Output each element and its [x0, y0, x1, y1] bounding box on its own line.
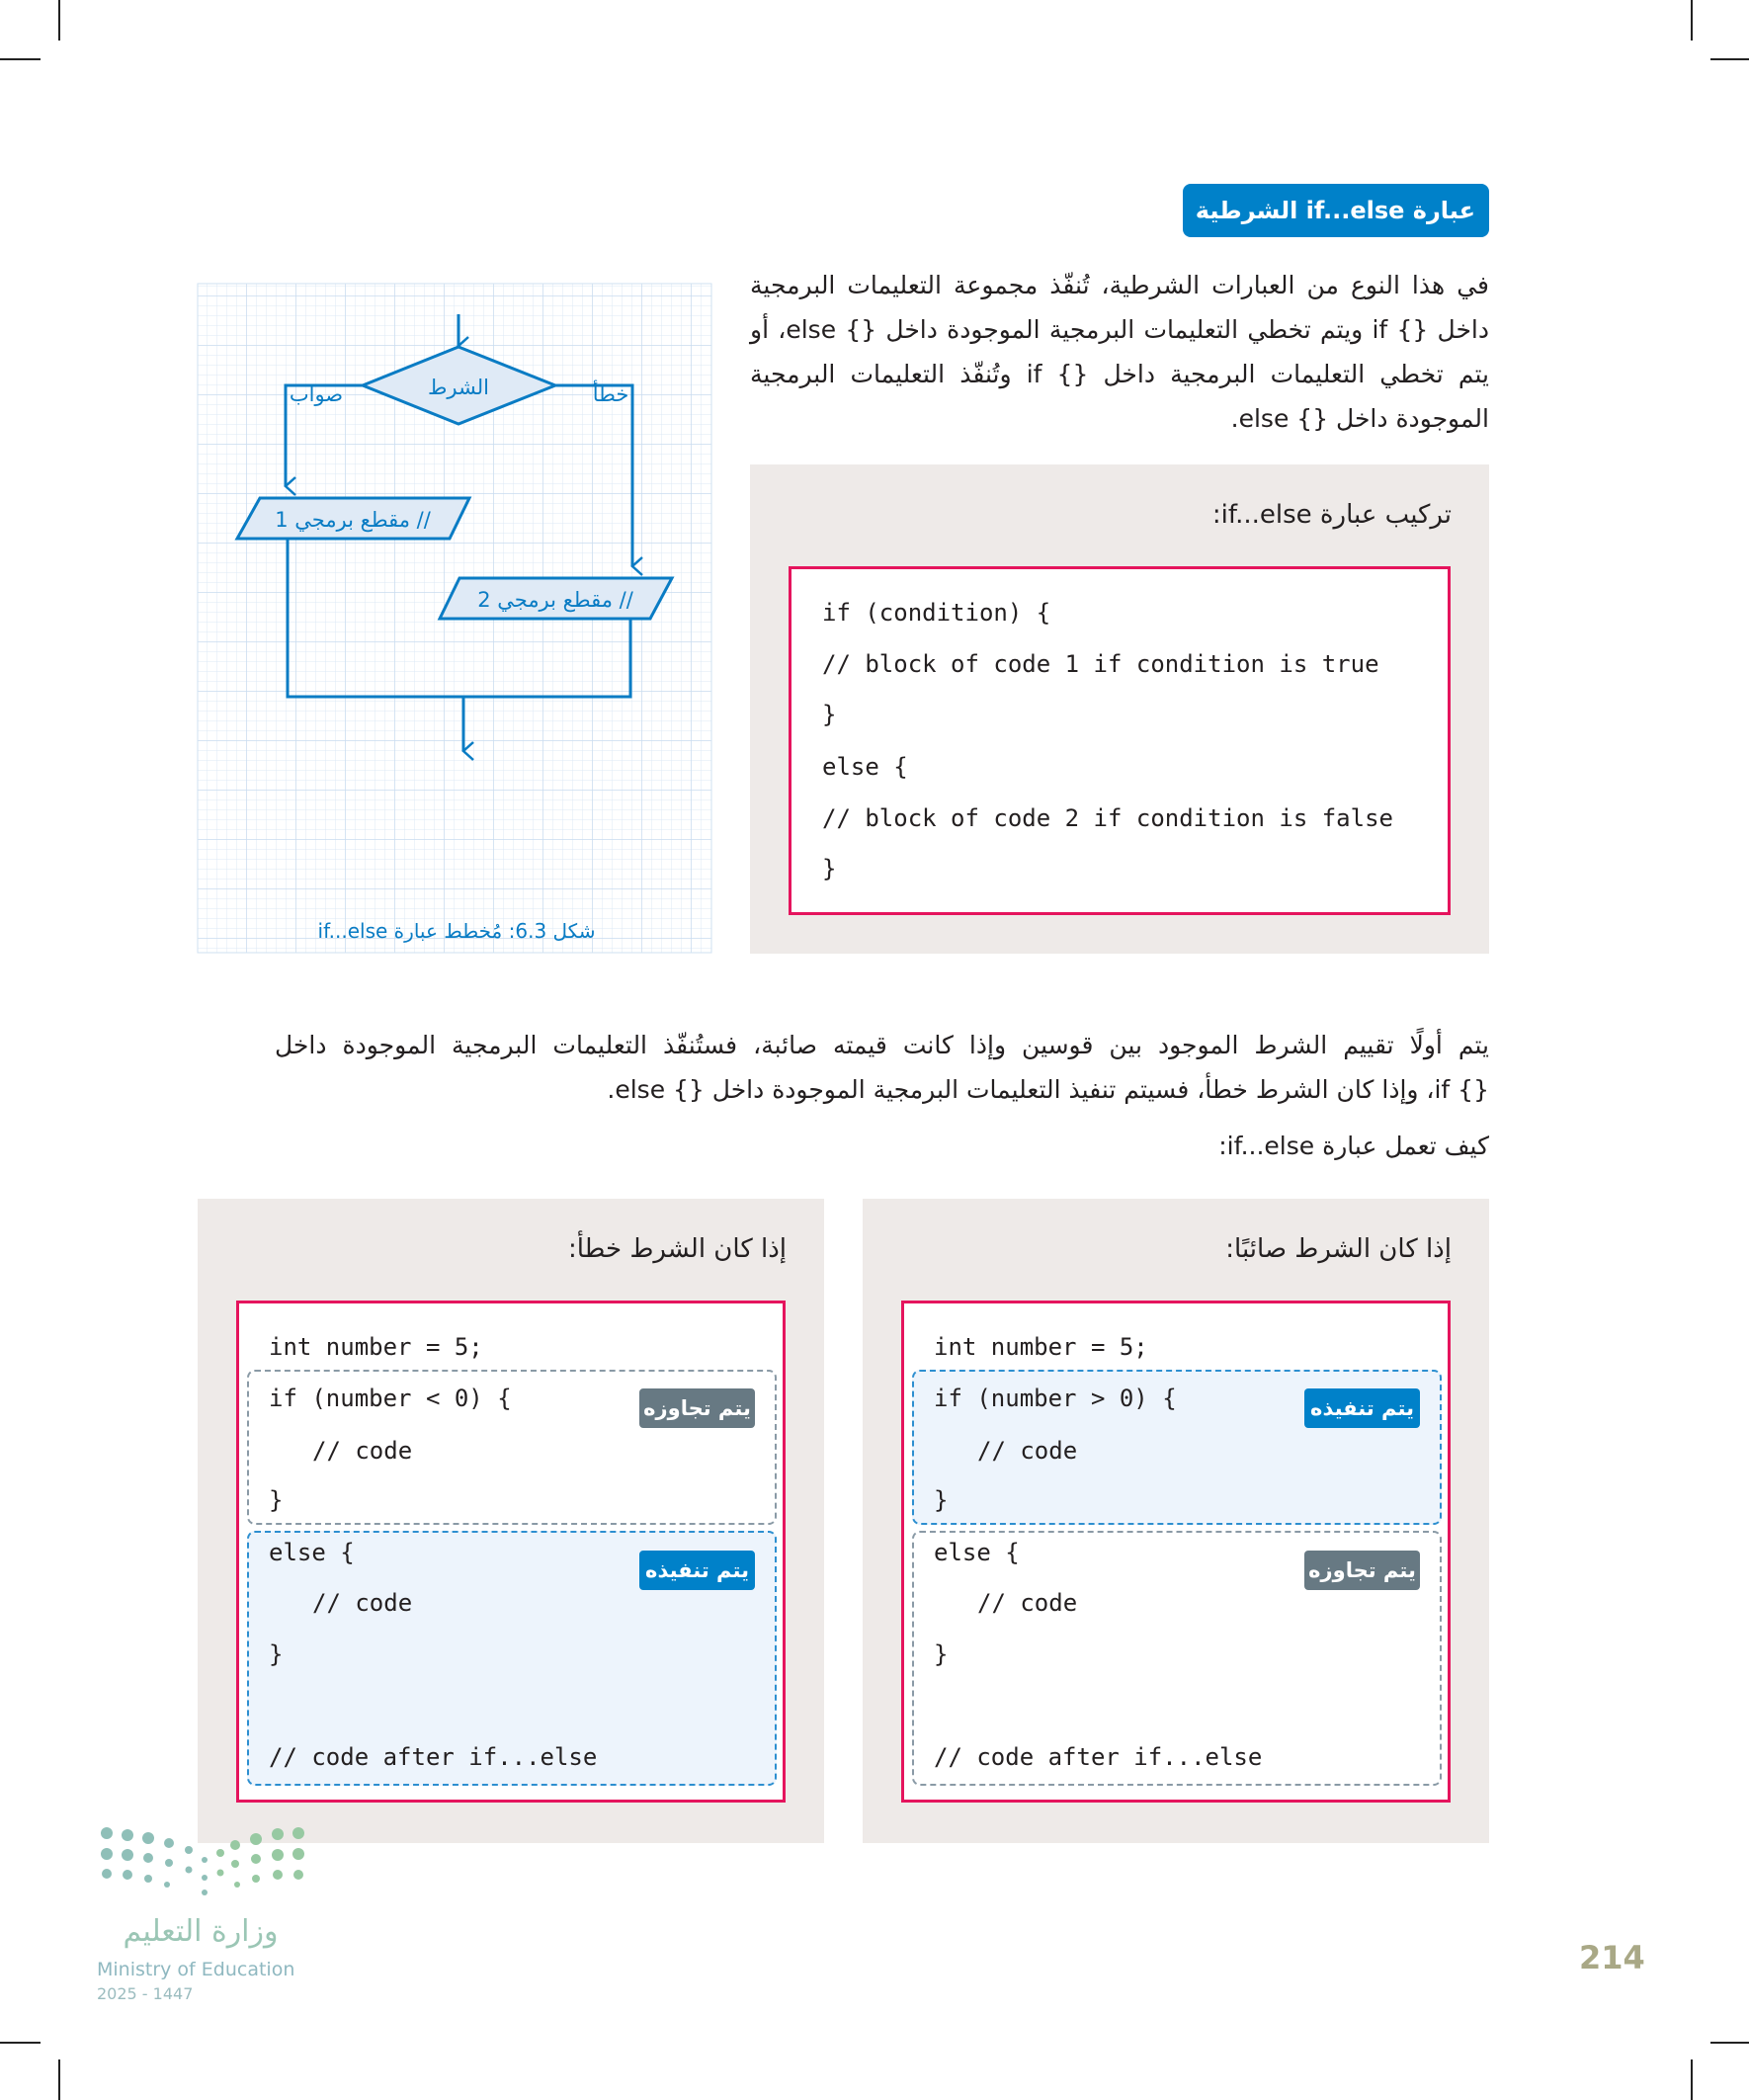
code-line: }	[934, 1640, 949, 1668]
code-line: // code	[977, 1437, 1078, 1465]
skipped-badge: يتم تجاوزه	[639, 1388, 755, 1428]
crop-mark	[0, 2042, 41, 2044]
condition-label: الشرط	[428, 376, 489, 399]
intro-line: الموجودة داخل {} else.	[1230, 404, 1489, 433]
code-line: }	[822, 701, 837, 728]
executed-badge: يتم تنفيذه	[1304, 1388, 1420, 1428]
crop-mark	[58, 2059, 60, 2100]
code-line: // code after if...else	[934, 1743, 1263, 1771]
executed-badge: يتم تنفيذه	[639, 1551, 755, 1590]
ministry-logo	[95, 1823, 312, 2011]
code-line: else {	[934, 1539, 1020, 1566]
code-line: if (number < 0) {	[269, 1385, 512, 1412]
true-label: صواب	[289, 382, 344, 406]
code-line: else {	[269, 1539, 355, 1566]
skipped-badge: يتم تجاوزه	[1304, 1551, 1420, 1590]
code-line: // block of code 2 if condition is false	[822, 804, 1393, 832]
logo-dots-icon	[95, 1823, 312, 1902]
figure-caption: شكل 6.3: مُخطط عبارة if...else	[317, 919, 596, 943]
how-heading: كيف تعمل عبارة if...else:	[1218, 1132, 1489, 1160]
true-case-code-box	[901, 1301, 1451, 1803]
true-case-panel	[863, 1199, 1489, 1843]
code-line: int number = 5;	[269, 1333, 483, 1361]
code-line: // code	[977, 1589, 1078, 1617]
block1-label: // مقطع برمجي 1	[275, 508, 431, 532]
false-label: خطأ	[592, 382, 629, 406]
code-line: }	[269, 1640, 284, 1668]
code-line: int number = 5;	[934, 1333, 1148, 1361]
logo-english: Ministry of Education	[97, 1959, 295, 1980]
crop-mark	[1710, 2042, 1749, 2044]
code-line: // code	[312, 1589, 413, 1617]
intro-line: داخل {} if ويتم تخطي التعليمات البرمجية الموجودة داخل {} else، أو	[750, 315, 1490, 344]
section-title: عبارة if...else الشرطية	[1183, 184, 1489, 237]
intro-line: يتم تخطي التعليمات البرمجية داخل {} if وتُنفّذ التعليمات البرمجية	[750, 360, 1489, 388]
page-number: 214	[1579, 1939, 1645, 1976]
logo-year: 2025 - 1447	[97, 1984, 194, 2003]
block2-label: // مقطع برمجي 2	[477, 588, 633, 612]
code-line: if (condition) {	[822, 599, 1051, 627]
false-case-heading: إذا كان الشرط خطأ:	[567, 1234, 787, 1264]
crop-mark	[1691, 2059, 1693, 2100]
code-line: }	[822, 855, 837, 882]
code-line: // block of code 1 if condition is true	[822, 650, 1379, 678]
false-case-code-box	[236, 1301, 786, 1803]
code-line: if (number > 0) {	[934, 1385, 1177, 1412]
code-line: }	[934, 1486, 949, 1514]
true-case-heading: إذا كان الشرط صائبًا:	[1225, 1234, 1452, 1264]
code-line: else {	[822, 753, 908, 781]
code-line: }	[269, 1486, 284, 1514]
explanation-line: {} if، وإذا كان الشرط خطأ، فسيتم تنفيذ التعليمات البرمجية الموجودة داخل {} else.	[607, 1075, 1489, 1104]
intro-line: في هذا النوع من العبارات الشرطية، تُنفّذ مجموعة التعليمات البرمجية	[750, 271, 1489, 299]
flowchart	[0, 0, 1749, 988]
logo-arabic: وزارة التعليم	[123, 1914, 279, 1949]
false-case-panel	[198, 1199, 824, 1843]
syntax-heading: تركيب عبارة if...else:	[1211, 500, 1452, 530]
explanation-paragraph	[275, 1023, 1489, 1112]
explanation-line: يتم أولًا تقييم الشرط الموجود بين قوسين وإذا كانت قيمته صائبة، فستُنفّذ التعليمات البرمجية الموجودة داخل	[275, 1031, 1489, 1059]
code-line: // code	[312, 1437, 413, 1465]
code-line: // code after if...else	[269, 1743, 598, 1771]
